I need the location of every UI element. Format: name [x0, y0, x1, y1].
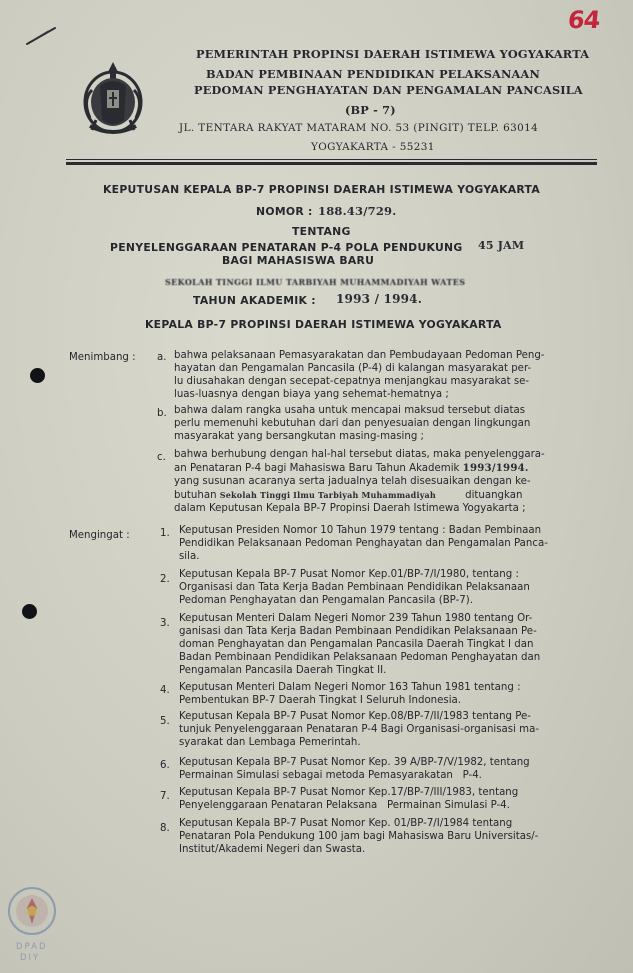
academic-year-inline: 1993/1994.	[462, 461, 529, 474]
menimbang-item-c: bahwa berhubung dengan hal-hal tersebut diatas, maka penyelenggara- an Penataran P-4 bagi Mahasiswa Baru Tahun Akademik 1993/1994. yang susunan acaranya serta jadualnya telah disesuaikan dengan ke- butuhan Sekolah Tinggi Ilmu Tarbiyah Muhammadiyah dituangkan dalam Keputusan Kepala BP-7 Propinsi Daerah Istimewa Yogyakarta ;	[174, 449, 545, 514]
decree-number-label: NOMOR :	[256, 205, 313, 218]
menimbang-item-a: bahwa pelaksanaan Pemasyarakatan dan Pembudayaan Pedoman Peng- hayatan dan Pengamalan Pancasila (P-4) di kalangan masyarakat per- lu diusahakan dengan secepat-cepatnya menjangkau masyarakat se- luas-luasnya dengan biaya yang sehemat-hematnya ;	[174, 350, 545, 400]
mengingat-no-1: 1.	[160, 528, 170, 539]
mengingat-no-6: 6.	[160, 760, 170, 771]
menimbang-letter-c: c.	[157, 452, 166, 463]
mengingat-no-7: 7.	[160, 791, 170, 802]
punch-hole-upper	[30, 368, 45, 383]
mengingat-item-4: Keputusan Menteri Dalam Negeri Nomor 163 Tahun 1981 tentang : Pembentukan BP-7 Daerah Tingkat I Seluruh Indonesia.	[179, 682, 521, 706]
decree-institution: SEKOLAH TINGGI ILMU TARBIYAH MUHAMMADIYAH WATES	[165, 277, 466, 287]
decree-about-label: TENTANG	[292, 225, 351, 238]
menimbang-label: Menimbang :	[69, 352, 136, 363]
mengingat-item-5: Keputusan Kepala BP-7 Pusat Nomor Kep.08/BP-7/II/1983 tentang Pe- tunjuk Penyelenggaraan Penataran P-4 Bagi Organisasi-organisasi ma- syarakat dan Lembaga Pemerintah.	[179, 711, 540, 748]
menimbang-letter-b: b.	[157, 408, 167, 419]
letterhead-address: JL. TENTARA RAKYAT MATARAM NO. 53 (PINGIT) TELP. 63014	[179, 122, 539, 134]
mengingat-item-7: Keputusan Kepala BP-7 Pusat Nomor Kep.17/BP-7/III/1983, tentang Penyelenggaraan Penataran Pelaksana Permainan Simulasi P-4.	[179, 787, 519, 811]
mengingat-no-3: 3.	[160, 618, 170, 629]
mengingat-no-4: 4.	[160, 685, 170, 696]
mengingat-item-8: Keputusan Kepala BP-7 Pusat Nomor Kep. 01/BP-7/I/1984 tentang Penataran Pola Pendukung 100 jam bagi Mahasiswa Baru Universitas/- Institut/Akademi Negeri dan Swasta.	[179, 818, 539, 855]
mengingat-item-2: Keputusan Kepala BP-7 Pusat Nomor Kep.01/BP-7/I/1980, tentang : Organisasi dan Tata Kerja Badan Pembinaan Pendidikan Pelaksanaan Pedoman Penghayatan dan Pengamalan Pancasila (BP-7).	[179, 569, 530, 606]
mengingat-item-3: Keputusan Menteri Dalam Negeri Nomor 239 Tahun 1980 tentang Or- ganisasi dan Tata Kerja Badan Pembinaan Pendidikan Pelaksanaan Pe- doman Penghayatan dan Pengamalan Pancasila Daerah Tingkat I dan Badan Pembinaan Pendidikan Pelaksanaan Pedoman Penghayatan dan Pengamalan Pancasila Daerah Tingkat II.	[179, 613, 541, 676]
letterhead-line1: PEMERINTAH PROPINSI DAERAH ISTIMEWA YOGYAKARTA	[196, 47, 590, 61]
academic-year-label: TAHUN AKADEMIK :	[193, 294, 316, 307]
decree-subject-line1: PENYELENGGARAAN PENATARAN P-4 POLA PENDUKUNG	[110, 241, 463, 254]
header-rule-thin	[66, 159, 597, 160]
decree-number-value: 188.43/729.	[318, 204, 397, 218]
decree-title: KEPUTUSAN KEPALA BP-7 PROPINSI DAERAH ISTIMEWA YOGYAKARTA	[103, 183, 541, 196]
page-number-handwritten: 64	[566, 6, 601, 34]
menimbang-letter-a: a.	[157, 352, 167, 363]
decree-issuer: KEPALA BP-7 PROPINSI DAERAH ISTIMEWA YOGYAKARTA	[145, 318, 502, 331]
menimbang-item-b: bahwa dalam rangka usaha untuk mencapai maksud tersebut diatas perlu memenuhi kebutuhan dari dan penyesuaian dengan lingkungan masyarakat yang bersangkutan masing-masing ;	[174, 405, 531, 442]
decree-subject-line2: BAGI MAHASISWA BARU	[222, 254, 375, 267]
province-crest-icon	[80, 60, 146, 138]
institution-inline: Sekolah Tinggi Ilmu Tarbiyah Muhammadiyah	[219, 489, 436, 500]
decree-subject-hours: 45 JAM	[478, 239, 525, 252]
academic-year-value: 1993 / 1994.	[336, 292, 423, 306]
header-rule-thick	[66, 162, 597, 165]
mengingat-item-1: Keputusan Presiden Nomor 10 Tahun 1979 tentang : Badan Pembinaan Pendidikan Pelaksanaan Pedoman Penghayatan dan Pengamalan Panca- sila.	[179, 525, 548, 562]
archive-seal-icon	[7, 886, 57, 936]
mengingat-label: Mengingat :	[69, 530, 130, 541]
mengingat-no-2: 2.	[160, 574, 170, 585]
letterhead-city: YOGYAKARTA - 55231	[311, 141, 435, 153]
mengingat-no-5: 5.	[160, 716, 170, 727]
archive-stamp-line1: DPAD	[16, 942, 48, 952]
punch-hole-lower	[22, 604, 37, 619]
mengingat-item-6: Keputusan Kepala BP-7 Pusat Nomor Kep. 39 A/BP-7/V/1982, tentang Permainan Simulasi sebagai metoda Pemasyarakatan P-4.	[179, 757, 530, 781]
letterhead-line4: (BP - 7)	[345, 103, 396, 117]
letterhead-line3: PEDOMAN PENGHAYATAN DAN PENGAMALAN PANCASILA	[194, 83, 583, 97]
letterhead-line2: BADAN PEMBINAAN PENDIDIKAN PELAKSANAAN	[206, 67, 541, 81]
mengingat-no-8: 8.	[160, 823, 170, 834]
archive-stamp-line2: DIY	[20, 953, 41, 963]
pencil-mark	[24, 24, 58, 48]
